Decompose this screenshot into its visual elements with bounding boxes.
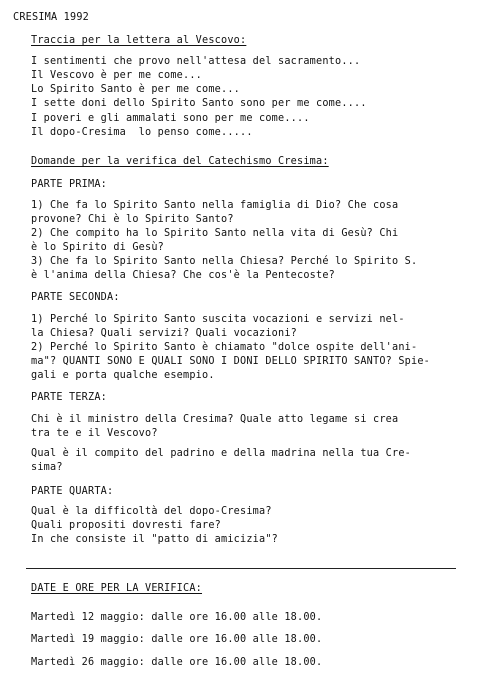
letter-line: Il dopo-Cresima lo penso come..... [31,127,253,138]
question-line: 2) Perché lo Spirito Santo è chiamato "dolce ospite dell'ani- [31,342,418,353]
date-line: Martedì 19 maggio: dalle ore 16.00 alle 18.00. [31,634,323,645]
question-line: In che consiste il "patto di amicizia"? [31,534,279,545]
date-line: Martedì 12 maggio: dalle ore 16.00 alle 18.00. [31,612,323,623]
question-line: la Chiesa? Quali servizi? Quali vocazioni? [31,328,298,339]
question-line: è l'anima della Chiesa? Che cos'è la Pentecoste? [31,270,336,281]
question-line: Chi è il ministro della Cresima? Quale atto legame si crea [31,414,399,425]
question-line: sima? [31,462,63,473]
letter-line: I sentimenti che provo nell'attesa del sacramento... [31,56,361,67]
dates-heading: DATE E ORE PER LA VERIFICA: [31,583,203,594]
letter-line: Lo Spirito Santo è per me come... [31,84,241,95]
question-line: Qual è la difficoltà del dopo-Cresima? [31,506,272,517]
part-title: PARTE QUARTA: [31,486,114,497]
questions-heading: Domande per la verifica del Catechismo Cresima: [31,156,329,167]
section-divider [26,568,456,569]
letter-heading: Traccia per la lettera al Vescovo: [31,35,247,46]
part-title: PARTE TERZA: [31,392,108,403]
letter-line: I poveri e gli ammalati sono per me come.... [31,113,310,124]
question-line: è lo Spirito di Gesù? [31,242,165,253]
letter-line: Il Vescovo è per me come... [31,70,203,81]
question-line: provone? Chi è lo Spirito Santo? [31,214,234,225]
question-line: Qual è il compito del padrino e della madrina nella tua Cre- [31,448,412,459]
question-line: 2) Che compito ha lo Spirito Santo nella vita di Gesù? Chi [31,228,399,239]
part-title: PARTE SECONDA: [31,292,120,303]
document-title: CRESIMA 1992 [13,12,90,23]
question-line: ma"? QUANTI SONO E QUALI SONO I DONI DELLO SPIRITO SANTO? Spie- [31,356,431,367]
question-line: Quali propositi dovresti fare? [31,520,222,531]
date-line: Martedì 26 maggio: dalle ore 16.00 alle 18.00. [31,657,323,668]
letter-line: I sette doni dello Spirito Santo sono per me come.... [31,98,367,109]
question-line: gali e porta qualche esempio. [31,370,215,381]
part-title: PARTE PRIMA: [31,179,108,190]
question-line: 3) Che fa lo Spirito Santo nella Chiesa? Perché lo Spirito S. [31,256,418,267]
question-line: tra te e il Vescovo? [31,428,158,439]
question-line: 1) Perché lo Spirito Santo suscita vocazioni e servizi nel- [31,314,405,325]
question-line: 1) Che fa lo Spirito Santo nella famiglia di Dio? Che cosa [31,200,399,211]
